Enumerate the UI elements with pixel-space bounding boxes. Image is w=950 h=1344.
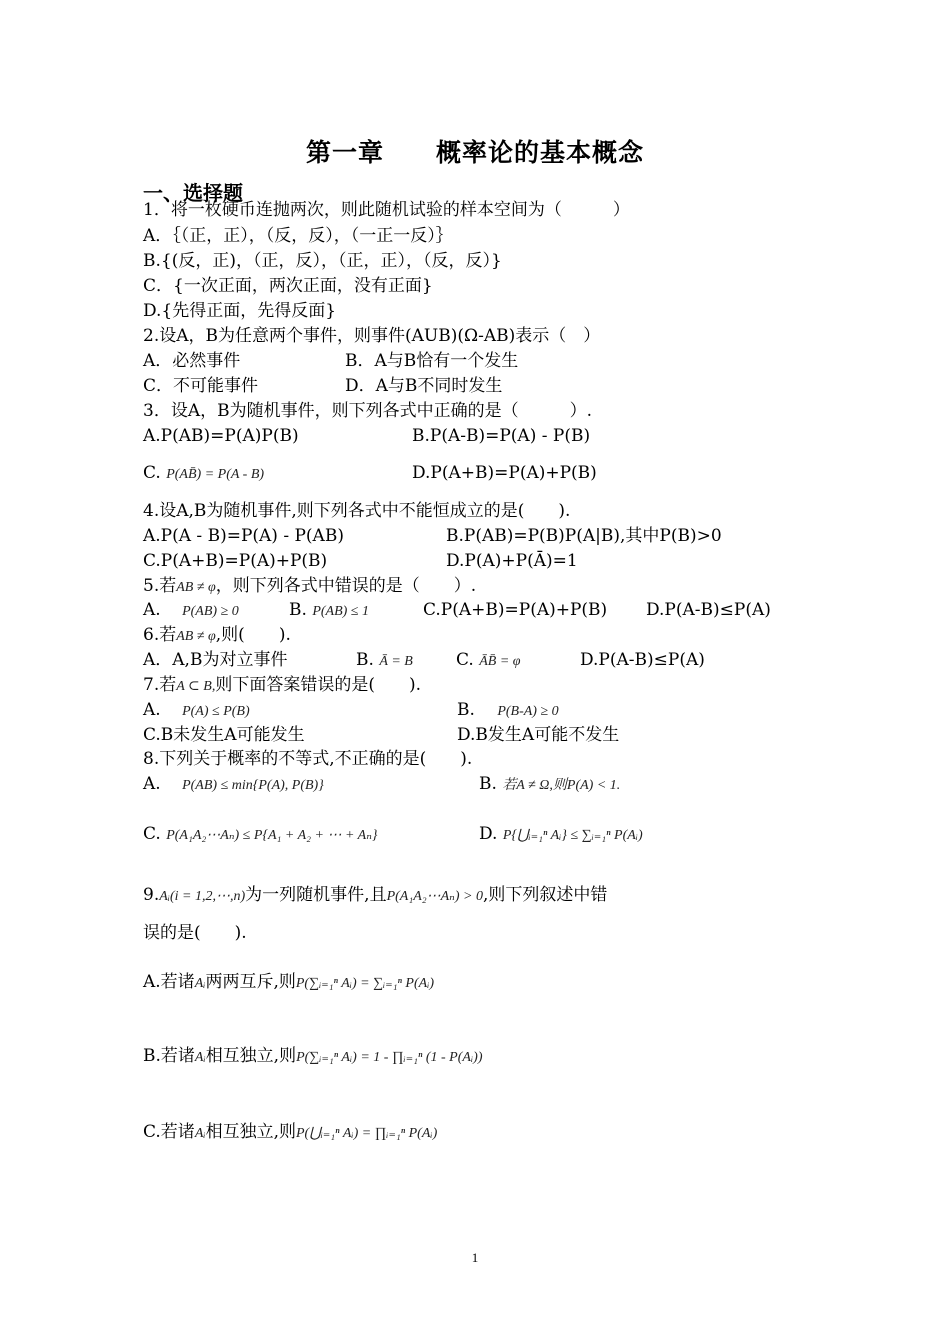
q5-option-a-label: A. bbox=[143, 600, 161, 620]
q7-stem-pre: 7.若 bbox=[143, 675, 177, 695]
q9-option-a-mid: 两两互斥,则 bbox=[205, 972, 296, 992]
q6-stem-formula: AB ≠ φ bbox=[176, 629, 216, 644]
q6-option-c bbox=[456, 652, 521, 669]
q7-option-b-label: B. bbox=[457, 700, 475, 720]
q9-stem-formula1: Aᵢ(i = 1,2,⋯,n) bbox=[159, 889, 246, 904]
q3-option-c-formula: P(AB̄) = P(A - B) bbox=[166, 467, 265, 482]
q8-stem: 8.下列关于概率的不等式,不正确的是( ). bbox=[143, 749, 473, 769]
q8-option-c-label: C. bbox=[143, 824, 161, 844]
q6-stem bbox=[143, 627, 291, 644]
q6-option-c-label: C. bbox=[456, 650, 474, 670]
q9-stem-post: ,则下列叙述中错 bbox=[482, 885, 608, 905]
q9-option-c-mid: 相互独立,则 bbox=[205, 1122, 296, 1142]
q5-stem-post: ，则下列各式中错误的是（ ）. bbox=[215, 576, 477, 596]
q1-option-b: B.{(反，正)，（正，反），（正，正），（反，反）} bbox=[143, 251, 502, 271]
q7-stem-post: 则下面答案错误的是( ). bbox=[215, 675, 421, 695]
q9-stem-line1 bbox=[143, 887, 607, 904]
q4-option-a: A.P(A - B)=P(A) - P(AB) bbox=[143, 526, 344, 546]
q9-option-c bbox=[143, 1124, 437, 1141]
q5-stem bbox=[143, 578, 476, 595]
q2-option-b: B．A与B恰有一个发生 bbox=[345, 351, 519, 371]
q6-option-b-label: B. bbox=[356, 650, 374, 670]
q8-option-a-formula: P(AB) ≤ min{P(A), P(B)} bbox=[182, 778, 324, 793]
q8-option-a-label: A. bbox=[143, 774, 161, 794]
q4-row-ab bbox=[143, 526, 722, 546]
q5-stem-formula: AB ≠ φ bbox=[176, 580, 216, 595]
q2-row-cd bbox=[143, 376, 503, 396]
chapter-title: 第一章 概率论的基本概念 bbox=[305, 138, 644, 167]
q3-option-c-label: C. bbox=[143, 463, 161, 483]
q7-option-b bbox=[457, 702, 559, 719]
q2-row-ab bbox=[143, 351, 519, 371]
section-heading: 一、选择题 bbox=[143, 181, 243, 205]
q9-option-a-formula: P(∑ᵢ₌₁ⁿ Aᵢ) = ∑ᵢ₌₁ⁿ P(Aᵢ) bbox=[295, 976, 435, 991]
q6-options bbox=[143, 650, 705, 670]
q3-option-a: A.P(AB)=P(A)P(B) bbox=[143, 426, 299, 446]
q8-option-b bbox=[479, 776, 620, 793]
q1-option-c: C．{一次正面，两次正面，没有正面} bbox=[143, 276, 433, 296]
q8-option-d-label: D. bbox=[479, 824, 498, 844]
q2-stem: 2.设A，B为任意两个事件，则事件(AUB)(Ω-AB)表示（ ） bbox=[143, 326, 601, 346]
q9-option-b-formula: P(∑ᵢ₌₁ⁿ Aᵢ) = 1 - ∏ᵢ₌₁ⁿ (1 - P(Aᵢ)) bbox=[296, 1050, 483, 1065]
q5-option-b bbox=[289, 602, 369, 619]
q3-stem: 3．设A，B为随机事件，则下列各式中正确的是（ ）. bbox=[143, 401, 592, 421]
q8-option-d-formula: P{⋃ᵢ₌₁ⁿ Aᵢ} ≤ ∑ᵢ₌₁ⁿ P(Aᵢ) bbox=[502, 828, 643, 843]
q7-option-d: D.B发生A可能不发生 bbox=[457, 725, 620, 745]
q4-row-cd bbox=[143, 551, 578, 571]
q7-row-cd bbox=[143, 725, 620, 745]
q9-option-b-var: Aᵢ bbox=[194, 1050, 206, 1065]
q3-row-ab bbox=[143, 426, 591, 446]
q5-option-c: C.P(A+B)=P(A)+P(B) bbox=[423, 600, 608, 620]
q4-option-c: C.P(A+B)=P(A)+P(B) bbox=[143, 551, 328, 571]
q6-option-c-formula: ĀB̄ = φ bbox=[479, 654, 521, 669]
q4-option-d: D.P(A)+P(Ā)=1 bbox=[446, 551, 578, 571]
q3-row-cd bbox=[143, 463, 597, 483]
page-number: 1 bbox=[471, 1250, 479, 1265]
q5-options bbox=[143, 600, 771, 620]
q7-stem-formula: A ⊂ B, bbox=[176, 679, 216, 694]
q9-option-c-pre: C.若诸 bbox=[143, 1122, 195, 1142]
q7-option-c: C.B未发生A可能发生 bbox=[143, 725, 305, 745]
q1-option-a: A．｛（正，正），（反，反），（一正一反）｝ bbox=[143, 226, 453, 246]
q8-row-ab bbox=[143, 774, 621, 794]
q1-option-d: D.{先得正面，先得反面} bbox=[143, 301, 337, 321]
q9-option-a bbox=[143, 974, 434, 991]
q9-option-b bbox=[143, 1048, 483, 1065]
q9-option-a-pre: A.若诸 bbox=[143, 972, 195, 992]
q6-option-a: A．A,B为对立事件 bbox=[143, 650, 288, 670]
q9-stem-formula2: P(A₁A₂⋯Aₙ) > 0 bbox=[386, 889, 483, 904]
q9-option-c-var: Aᵢ bbox=[194, 1126, 206, 1141]
q9-option-b-pre: B.若诸 bbox=[143, 1046, 195, 1066]
q5-option-b-formula: P(AB) ≤ 1 bbox=[312, 604, 369, 619]
q9-stem-pre: 9. bbox=[143, 885, 160, 905]
q5-option-d: D.P(A-B)≤P(A) bbox=[646, 600, 771, 620]
q9-option-b-mid: 相互独立,则 bbox=[205, 1046, 297, 1066]
q2-option-d: D．A与B不同时发生 bbox=[345, 376, 503, 396]
q8-option-c-formula: P(A₁A₂⋯Aₙ) ≤ P{A₁ + A₂ + ⋯ + Aₙ} bbox=[166, 828, 378, 843]
q8-option-b-label: B. bbox=[479, 774, 497, 794]
q6-stem-post: ,则( ). bbox=[215, 625, 291, 645]
q9-stem-line2: 误的是( ). bbox=[143, 923, 247, 943]
q6-option-b-formula: Ā = B bbox=[379, 654, 413, 669]
q7-option-b-formula: P(B-A) ≥ 0 bbox=[497, 704, 559, 719]
q5-option-a-formula: P(AB) ≥ 0 bbox=[182, 604, 239, 619]
q9-option-c-formula: P(⋃ᵢ₌₁ⁿ Aᵢ) = ∏ᵢ₌₁ⁿ P(Aᵢ) bbox=[296, 1126, 438, 1141]
q7-option-a-label: A. bbox=[143, 700, 161, 720]
q2-option-a: A．必然事件 bbox=[143, 351, 241, 371]
q4-stem: 4.设A,B为随机事件,则下列各式中不能恒成立的是( ). bbox=[143, 501, 571, 521]
q1-stem: 1．将一枚硬币连抛两次，则此随机试验的样本空间为（ ） bbox=[143, 200, 630, 220]
q3-option-b: B.P(A-B)=P(A) - P(B) bbox=[412, 426, 591, 446]
q7-row-ab bbox=[143, 700, 559, 720]
q8-option-d bbox=[479, 826, 643, 843]
q8-row-cd bbox=[143, 824, 643, 844]
q9-option-a-var: Aᵢ bbox=[194, 976, 206, 991]
q7-option-a-formula: P(A) ≤ P(B) bbox=[182, 704, 250, 719]
q6-option-d: D.P(A-B)≤P(A) bbox=[580, 650, 705, 670]
q6-stem-pre: 6.若 bbox=[143, 625, 177, 645]
q9-stem-mid: 为一列随机事件,且 bbox=[245, 885, 387, 905]
q8-option-b-formula: 若A ≠ Ω,则P(A) < 1. bbox=[502, 778, 621, 793]
q5-option-b-label: B. bbox=[289, 600, 307, 620]
q6-option-b bbox=[356, 652, 413, 669]
q2-option-c: C．不可能事件 bbox=[143, 376, 259, 396]
q3-option-d: D.P(A+B)=P(A)+P(B) bbox=[412, 463, 597, 483]
q5-stem-pre: 5.若 bbox=[143, 576, 177, 596]
q4-option-b: B.P(AB)=P(B)P(A|B),其中P(B)>0 bbox=[446, 526, 722, 546]
q7-stem bbox=[143, 677, 421, 694]
